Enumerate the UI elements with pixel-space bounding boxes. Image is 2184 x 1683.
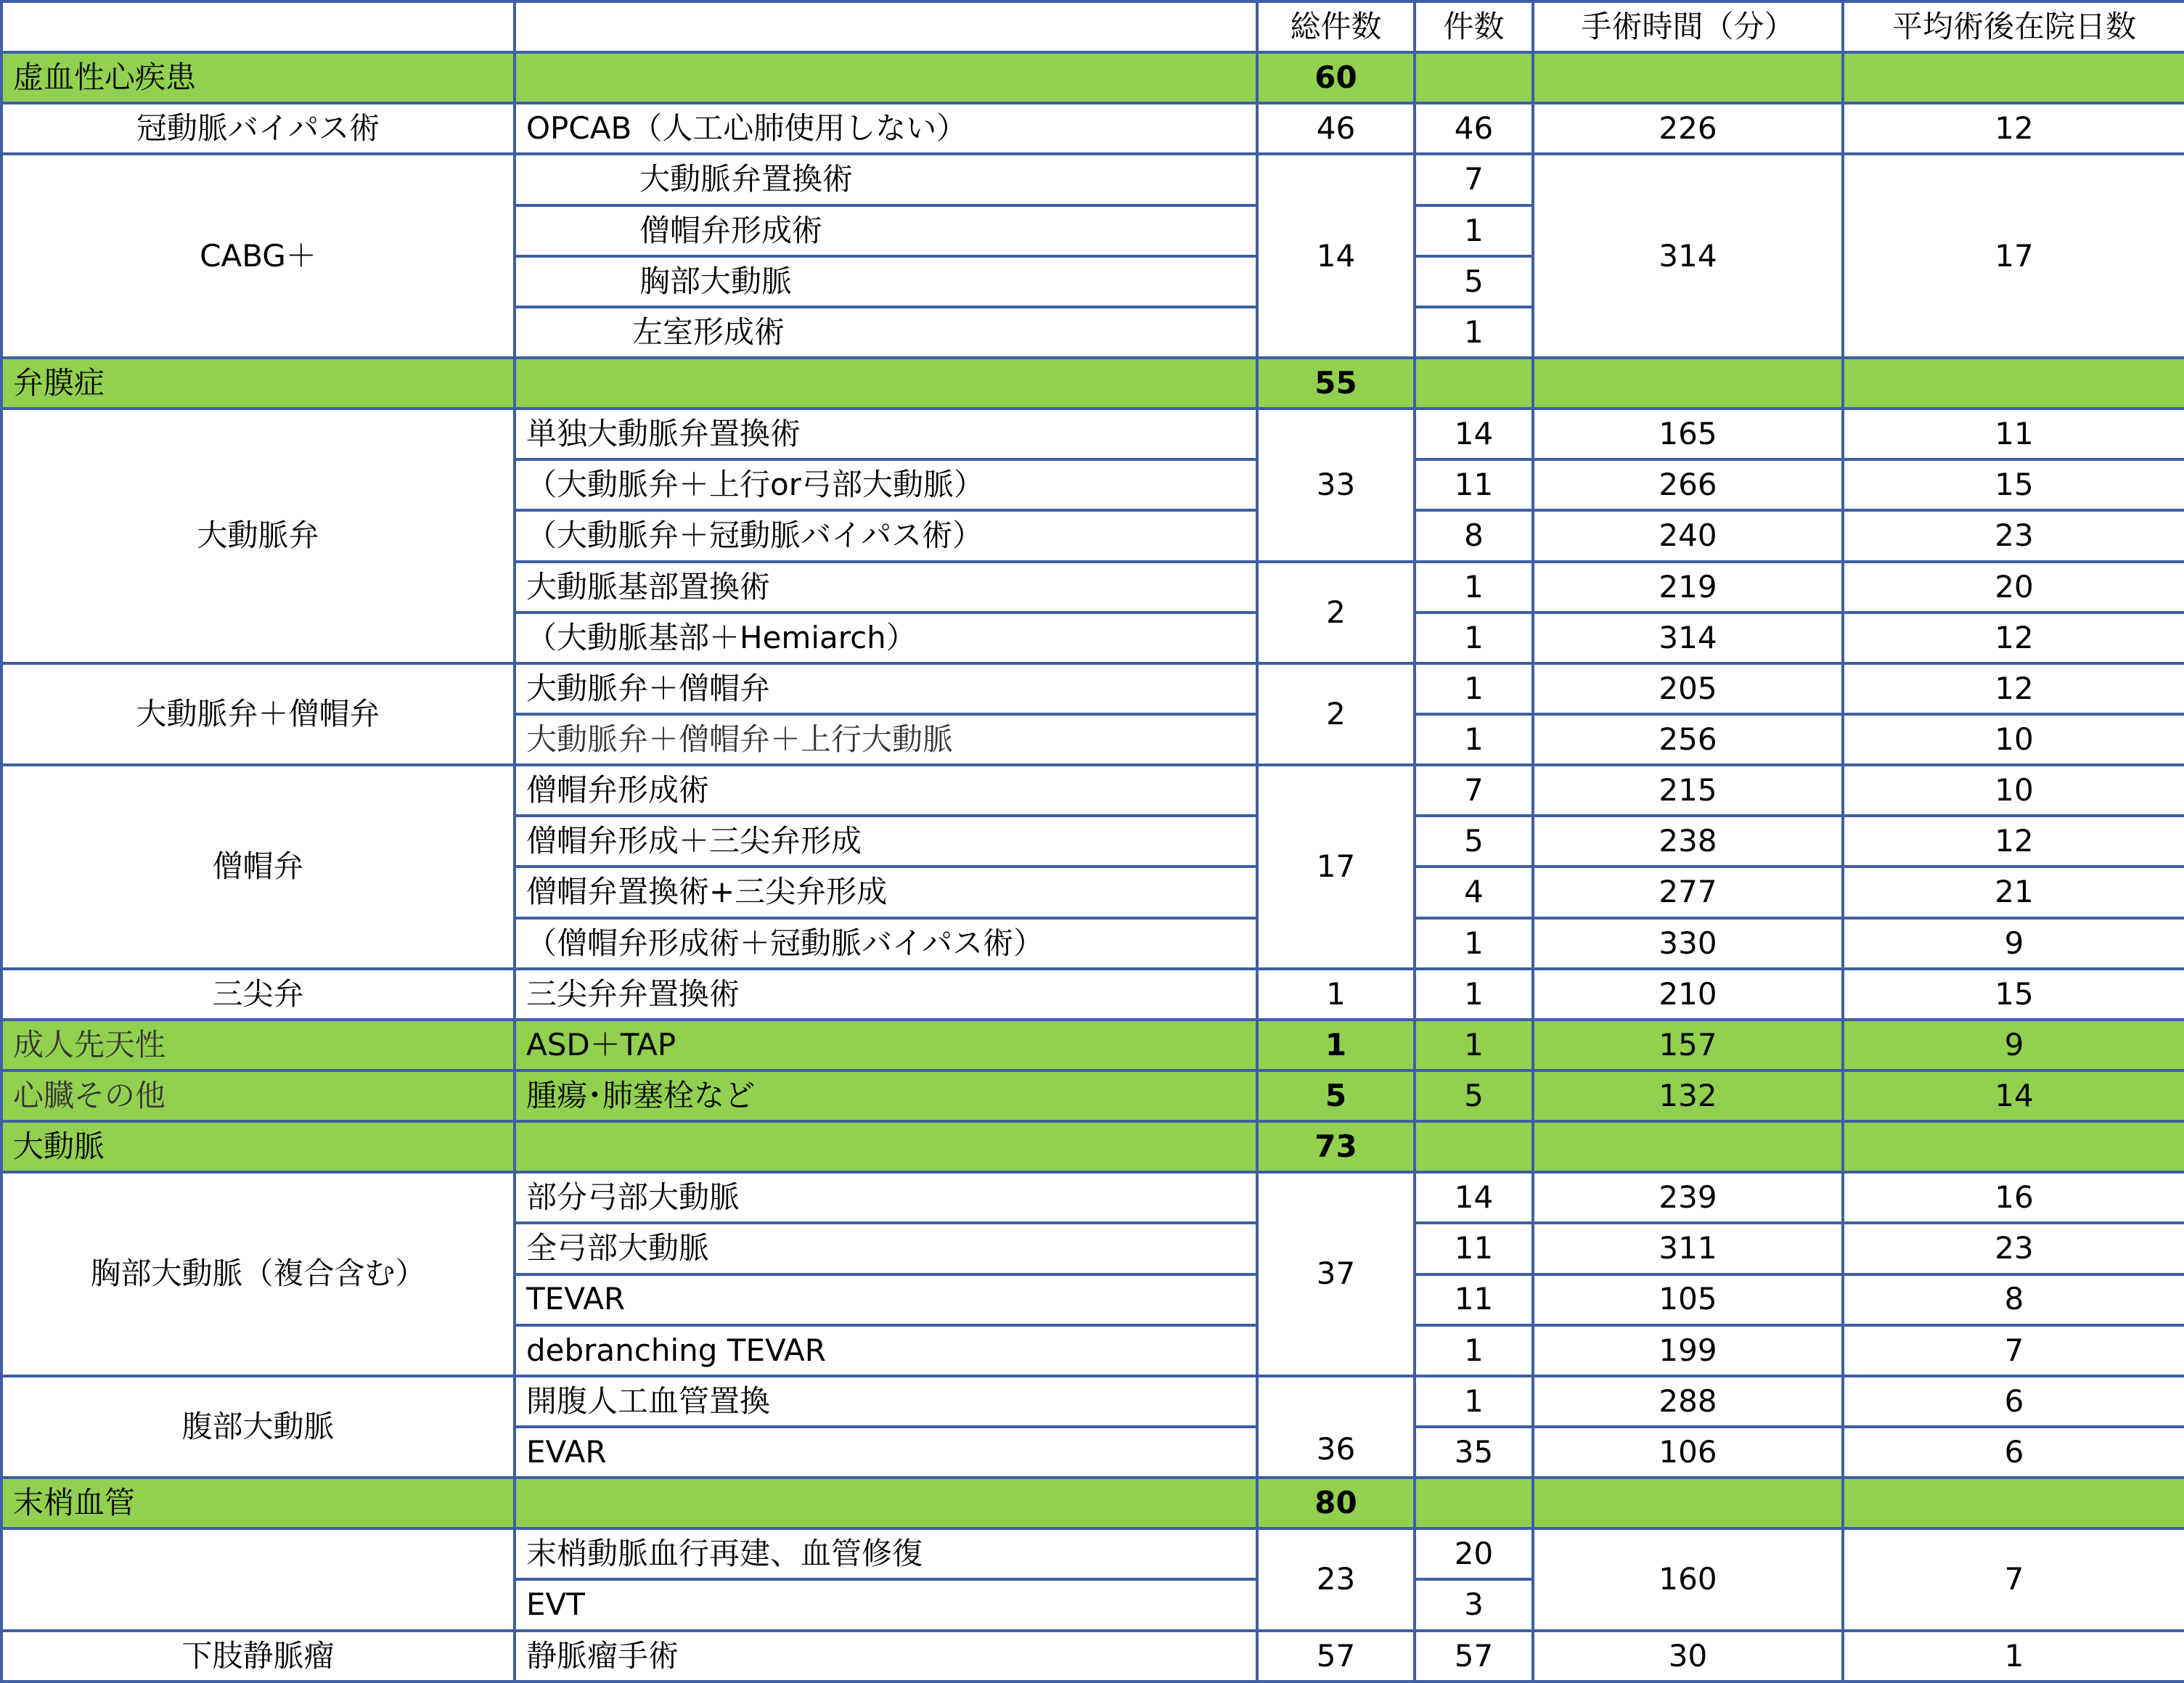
postop-days: 10 [1843,714,2184,765]
postop-days: 21 [1843,867,2184,917]
category-total: 5 [1257,1070,1415,1121]
surgery-time: 239 [1533,1172,1843,1223]
count: 14 [1415,1172,1533,1223]
category-row [1,1121,2184,1172]
category-label: 大動脈 [1,1121,515,1172]
count: 1 [1415,918,1533,969]
postop-days: 20 [1843,562,2184,613]
procedure-name: OPCAB（人工心肺使用しない） [515,103,1257,154]
surgery-time: 165 [1533,409,1843,459]
category-total: 60 [1257,52,1415,103]
surgery-time: 157 [1533,1020,1843,1070]
subcategory-label: 胸部大動脈（複合含む） [1,1172,515,1376]
count: 1 [1415,969,1533,1020]
subcategory-label: 腹部大動脈 [1,1376,515,1478]
subcategory-label [1,1528,515,1630]
count: 5 [1415,816,1533,867]
subcategory-label: 冠動脈バイパス術 [1,103,515,154]
empty-cell [1843,1478,2184,1528]
table-row [1,103,2184,154]
postop-days: 12 [1843,663,2184,714]
count: 1 [1415,307,1533,358]
category-label: 成人先天性 [1,1020,515,1070]
count: 11 [1415,459,1533,510]
category-row [1,358,2184,409]
postop-days: 15 [1843,459,2184,510]
category-label: 弁膜症 [1,358,515,409]
postop-days: 15 [1843,969,2184,1020]
count: 11 [1415,1223,1533,1274]
procedure-name: 大動脈弁＋僧帽弁 [515,663,1257,714]
header-procedure [515,1,1257,52]
empty-cell [1533,1478,1843,1528]
table-row [1,1631,2184,1682]
procedure-name: 僧帽弁置換術+三尖弁形成 [515,867,1257,917]
postop-days: 7 [1843,1528,2184,1630]
total-count: 33 [1257,409,1415,561]
surgery-time: 210 [1533,969,1843,1020]
surgery-time: 106 [1533,1427,1843,1478]
category-label: 末梢血管 [1,1478,515,1528]
procedure-name: 末梢動脈血行再建、血管修復 [515,1528,1257,1579]
category-total: 73 [1257,1121,1415,1172]
category-row [1,1070,2184,1121]
empty-cell [1415,1478,1533,1528]
procedure-name: ASD＋TAP [515,1020,1257,1070]
category-total: 80 [1257,1478,1415,1528]
procedure-name: EVT [515,1579,1257,1630]
subcategory-label: 三尖弁 [1,969,515,1020]
surgery-time: 160 [1533,1528,1843,1630]
total-count: 57 [1257,1631,1415,1682]
count: 35 [1415,1427,1533,1478]
header-category [1,1,515,52]
count: 1 [1415,1020,1533,1070]
surgery-time: 311 [1533,1223,1843,1274]
total-count: 2 [1257,562,1415,663]
procedure-name: （大動脈弁＋上行or弓部大動脈） [515,459,1257,510]
category-row [1,1020,2184,1070]
procedure-name: 僧帽弁形成術 [515,205,1257,256]
procedure-name: 単独大動脈弁置換術 [515,409,1257,459]
category-label: 虚血性心疾患 [1,52,515,103]
total-count: 23 [1257,1528,1415,1630]
count: 46 [1415,103,1533,154]
count: 1 [1415,1325,1533,1376]
empty-cell [1533,1121,1843,1172]
procedure-name: 僧帽弁形成＋三尖弁形成 [515,816,1257,867]
procedure-name: EVAR [515,1427,1257,1478]
procedure-name: （大動脈弁＋冠動脈バイパス術） [515,510,1257,561]
postop-days: 14 [1843,1070,2184,1121]
surgery-time: 215 [1533,765,1843,816]
count: 5 [1415,256,1533,307]
subcategory-label: 僧帽弁 [1,765,515,969]
surgery-time: 30 [1533,1631,1843,1682]
empty-cell [515,1478,1257,1528]
procedure-name: 僧帽弁形成術 [515,765,1257,816]
procedure-name: TEVAR [515,1274,1257,1325]
postop-days: 12 [1843,103,2184,154]
surgery-time: 199 [1533,1325,1843,1376]
procedure-name: （僧帽弁形成術＋冠動脈バイパス術） [515,918,1257,969]
table-row [1,1376,2184,1427]
count: 7 [1415,154,1533,205]
total-count: 17 [1257,765,1415,969]
surgery-time: 205 [1533,663,1843,714]
surgery-time: 105 [1533,1274,1843,1325]
table-row [1,969,2184,1020]
table-row [1,409,2184,459]
count: 5 [1415,1070,1533,1121]
surgery-time: 314 [1533,613,1843,663]
postop-days: 11 [1843,409,2184,459]
surgery-time: 330 [1533,918,1843,969]
header-total-count: 総件数 [1257,1,1415,52]
category-label: 心臓その他 [1,1070,515,1121]
count: 1 [1415,562,1533,613]
postop-days: 6 [1843,1427,2184,1478]
count: 7 [1415,765,1533,816]
procedure-name: 開腹人工血管置換 [515,1376,1257,1427]
surgery-time: 226 [1533,103,1843,154]
count: 1 [1415,663,1533,714]
header-count: 件数 [1415,1,1533,52]
surgery-time: 288 [1533,1376,1843,1427]
empty-cell [515,358,1257,409]
empty-cell [1533,52,1843,103]
procedure-name: 静脈瘤手術 [515,1631,1257,1682]
procedure-name: 三尖弁弁置換術 [515,969,1257,1020]
procedure-name: 全弓部大動脈 [515,1223,1257,1274]
postop-days: 8 [1843,1274,2184,1325]
count: 3 [1415,1579,1533,1630]
header-surgery-time: 手術時間（分） [1533,1,1843,52]
surgery-time: 219 [1533,562,1843,613]
count: 1 [1415,714,1533,765]
surgery-time: 240 [1533,510,1843,561]
surgery-time: 132 [1533,1070,1843,1121]
total-count: 2 [1257,663,1415,765]
procedure-name: 腫瘍･肺塞栓など [515,1070,1257,1121]
postop-days: 1 [1843,1631,2184,1682]
procedure-name: 大動脈弁＋僧帽弁＋上行大動脈 [515,714,1257,765]
postop-days: 12 [1843,816,2184,867]
subcategory-label: 大動脈弁＋僧帽弁 [1,663,515,765]
count: 8 [1415,510,1533,561]
procedure-name: debranching TEVAR [515,1325,1257,1376]
postop-days: 10 [1843,765,2184,816]
count: 1 [1415,1376,1533,1427]
empty-cell [1533,358,1843,409]
table-row [1,1528,2184,1579]
count: 1 [1415,613,1533,663]
count: 1 [1415,205,1533,256]
procedure-name: （大動脈基部＋Hemiarch） [515,613,1257,663]
procedure-name: 大動脈弁置換術 [515,154,1257,205]
category-row [1,52,2184,103]
postop-days: 9 [1843,918,2184,969]
procedure-name: 大動脈基部置換術 [515,562,1257,613]
procedure-name: 胸部大動脈 [515,256,1257,307]
subcategory-label: CABG＋ [1,154,515,358]
postop-days: 16 [1843,1172,2184,1223]
header-postop-days: 平均術後在院日数 [1843,1,2184,52]
empty-cell [1843,358,2184,409]
count: 57 [1415,1631,1533,1682]
subcategory-label: 大動脈弁 [1,409,515,663]
empty-cell [1843,1121,2184,1172]
table-row [1,154,2184,205]
surgery-time: 314 [1533,154,1843,358]
subcategory-label: 下肢静脈瘤 [1,1631,515,1682]
count: 4 [1415,867,1533,917]
empty-cell [515,52,1257,103]
table-row [1,663,2184,714]
postop-days: 23 [1843,510,2184,561]
procedure-name: 左室形成術 [515,307,1257,358]
surgery-time: 277 [1533,867,1843,917]
surgery-time: 266 [1533,459,1843,510]
header-row [1,1,2184,52]
surgery-time: 256 [1533,714,1843,765]
total-count: 36 [1257,1376,1415,1478]
postop-days: 9 [1843,1020,2184,1070]
empty-cell [1843,52,2184,103]
postop-days: 7 [1843,1325,2184,1376]
count: 14 [1415,409,1533,459]
category-total: 1 [1257,1020,1415,1070]
total-count: 1 [1257,969,1415,1020]
count: 11 [1415,1274,1533,1325]
empty-cell [1415,358,1533,409]
empty-cell [515,1121,1257,1172]
category-total: 55 [1257,358,1415,409]
total-count: 46 [1257,103,1415,154]
category-row [1,1478,2184,1528]
total-count: 14 [1257,154,1415,358]
procedure-name: 部分弓部大動脈 [515,1172,1257,1223]
empty-cell [1415,1121,1533,1172]
postop-days: 12 [1843,613,2184,663]
table-row [1,765,2184,816]
empty-cell [1415,52,1533,103]
total-count: 37 [1257,1172,1415,1376]
table-row [1,1172,2184,1223]
count: 20 [1415,1528,1533,1579]
postop-days: 23 [1843,1223,2184,1274]
postop-days: 6 [1843,1376,2184,1427]
postop-days: 17 [1843,154,2184,358]
surgery-time: 238 [1533,816,1843,867]
